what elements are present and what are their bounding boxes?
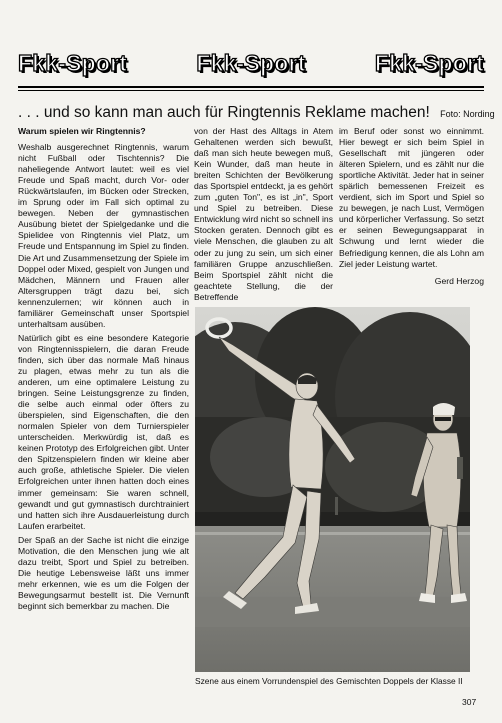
article-paragraph: Der Spaß an der Sache ist nicht die einzige Motivation, die den Menschen jung wie alt dazu treibt, Sport und Spiel zu betreiben. Die heutige Lebensweise läßt uns immer mehr erkennen, wie es um die Folgen der Bewegungsarmut bestellt ist. Die Vernunft beginnt sich bemerkbar zu machen. Die [18,534,189,611]
article-paragraph: Weshalb ausgerechnet Ringtennis, warum nicht Fußball oder Tischtennis? Die naheliegende Antwort lautet: weil es viel Freude und Spaß macht, durch Vor- oder Rückwärtslaufen, im Bücken oder Strecken, im Sprung oder im Fall sich optimal zu bewegen. Neben der gymnastischen Ausübung bietet der Spielgedanke und die Spielidee von Ringtennis viel Platz, um Freude und Entspannung im Spiel zu finden. Die Art und Zusammensetzung der Spiele im Doppel oder Mixed, gespielt von Jungen und Mädchen, Männern und Frauen aller Altersgruppen trägt dazu bei, sich kennenzulernen; wir können auch in familiärer Gemeinschaft unser Sportspiel unterhaltsam ausüben. [18,142,189,329]
headline-title: . . . und so kann man auch für Ringtennis Reklame machen! [18,104,430,121]
article-paragraph: im Beruf oder sonst wo einnimmt. Hier bewegt er sich beim Spiel in Gesellschaft mit jüngeren oder älteren Spielern, und es zählt nur die sportliche Aktivität. Jeder hat in seiner spärlich bemessenen Freizeit es verdient, sich im Sport und Spiel so zu bewegen, je nach Lust, Vermögen und körperlicher Verfassung. So setzt er seinen Bewegungsapparat in Schwung und lernt wieder die Befriedigung kennen, die als Lohn am Ziel jeder Leistung wartet. [339,126,484,269]
ringtennis-photo [195,307,470,672]
photo-illustration [195,307,470,672]
article-column-1 [18,126,189,718]
article-subheading: Warum spielen wir Ringtennis? [18,126,146,136]
headline [18,104,495,122]
author-signature: Gerd Herzog [434,275,484,286]
masthead-rule-thin [18,90,484,91]
page-number: 307 [462,697,477,707]
article-column-2 [194,126,333,306]
photo-credit: Foto: Nording [440,109,495,119]
masthead-rule [18,86,484,88]
article-paragraph: von der Hast des Alltags in Atem Gehaltenen werden sich bewußt, daß man sich heute bewegen muß, Kein Wunder, daß man heute in breiten Schichten der Bevölkerung das Sportspiel entdeckt, ja es gehört zum „guten Ton", es ist „in", Sport und Spiel zu betreiben. Diese Entwicklung wird nicht so schnell ins Stocken geraten. Dennoch gibt es viele Menschen, die glauben zu alt oder zu jung zu sein, um sich einer familiären Gruppe anzuschließen. Beim Sportspiel zählt nicht die geachtete Stellung, die der Betreffende [194,126,333,302]
article-column-3 [339,126,484,290]
masthead-word: Fkk-Sport [196,49,306,76]
masthead-word: Fkk-Sport [18,49,128,76]
article-paragraph: Natürlich gibt es eine besondere Kategorie von Ringtennisspielern, die daran Freude finden, sich über das normale Maß hinaus zu plagen, etwas mehr zu tun als die anderen, um eine optimalere Leistung zu bringen. Seine Leistungsgrenze zu finden, die selbe auch einmal oder öfters zu überspielen, sind Eigenschaften, die den normalen Spieler von dem Turnierspieler unterscheiden. Merkwürdig ist, daß es keinen Prototyp des Erfolgreichen gibt. Unter den Spitzenspielern finden wir kleine aber auch große, athletische Spieler. Die vielen Erfolgreichen unter ihnen hatten doch eines immer gemeinsam: Sie waren schnell, gewandt und gut gymnastisch durchtrainiert und hatten sich ihre Ausdauerleistung durch Laufen erarbeitet. [18,332,189,531]
photo-caption: Szene aus einem Vorrundenspiel des Gemischten Doppels der Klasse II [195,676,463,686]
masthead [18,46,484,80]
masthead-word: Fkk-Sport [374,49,484,76]
